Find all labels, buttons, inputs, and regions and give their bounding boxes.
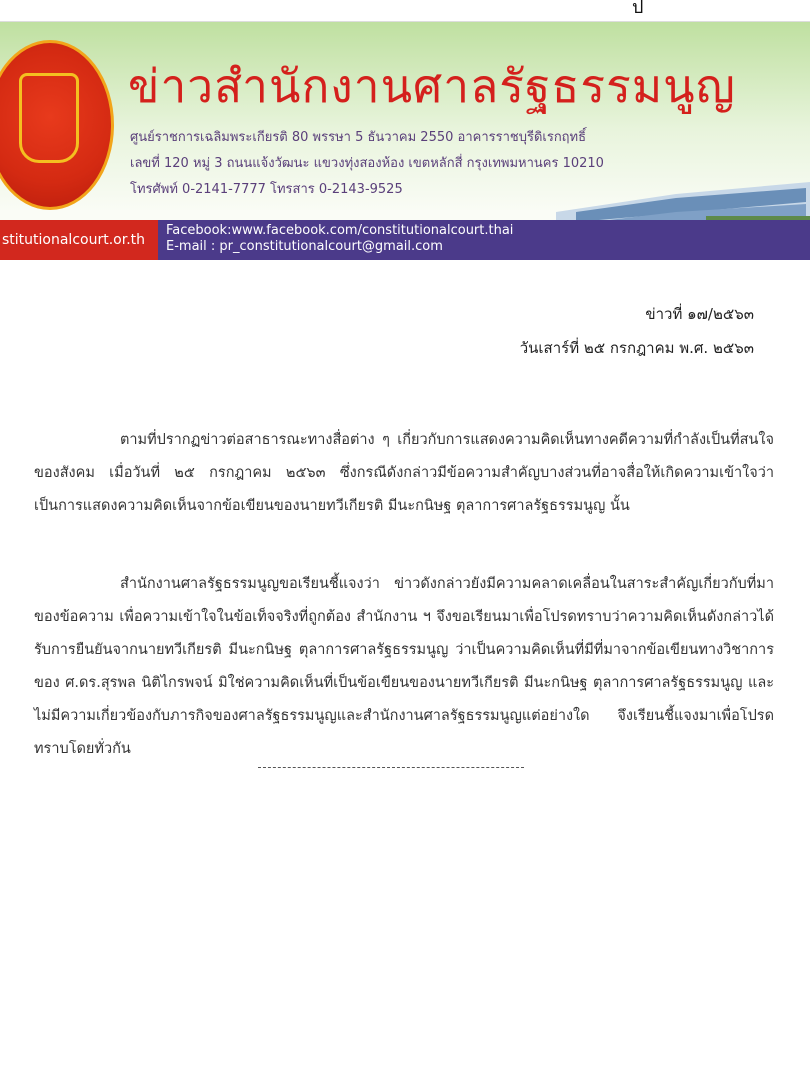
contact-phone-fax: โทรศัพท์ 0-2141-7777 โทรสาร 0-2143-9525	[130, 182, 403, 197]
paragraph-2: สำนักงานศาลรัฐธรรมนูญขอเรียนชี้แจงว่า ข่าวดังกล่าวยังมีความคลาดเคลื่อนในสาระสำคัญเกี่ยวกับที่มาของข้อความ เพื่อความเข้าใจในข้อเท็จจริงที่ถูกต้อง สำนักงาน ฯ จึงขอเรียนมาเพื่อโปรดทราบว่าความคิดเห็นดังกล่าวได้รับการยืนยันจากนายทวีเกียรติ มีนะกนิษฐ ตุลาการศาลรัฐธรรมนูญ ว่าเป็นความคิดเห็นที่มีที่มาจากข้อเขียนทางวิชาการของ ศ.ดร.สุรพล นิติไกรพจน์ มิใช่ความคิดเห็นที่เป็นข้อเขียนของนายทวีเกียรติ มีนะกนิษฐ ตุลาการศาลรัฐธรรมนูญ และไม่มีความเกี่ยวข้องกับภารกิจของศาลรัฐธรรมนูญและสำนักงานศาลรัฐธรรมนูญแต่อย่างใด จึงเรียนชี้แจงมาเพื่อโปรดทราบโดยทั่วกัน	[34, 576, 774, 757]
top-char: ป	[632, 0, 644, 18]
letterhead	[0, 22, 810, 260]
website-link[interactable]: stitutionalcourt.or.th	[0, 220, 158, 260]
facebook-link[interactable]: Facebook:www.facebook.com/constitutionalcourt.thai	[166, 223, 514, 238]
news-date: วันเสาร์ที่ ๒๕ กรกฎาคม พ.ศ. ๒๕๖๓	[519, 339, 754, 357]
end-divider	[258, 767, 524, 768]
court-logo	[0, 40, 114, 210]
contact-bar	[0, 220, 810, 260]
letterhead-title: ข่าวสำนักงานศาลรัฐธรรมนูญ	[128, 59, 736, 113]
top-strip	[0, 0, 810, 22]
address-line-2: เลขที่ 120 หมู่ 3 ถนนแจ้งวัฒนะ แขวงทุ่งสองห้อง เขตหลักสี่ กรุงเทพมหานคร 10210	[130, 156, 604, 171]
email-link[interactable]: E-mail : pr_constitutionalcourt@gmail.com	[166, 239, 443, 254]
news-number: ข่าวที่ ๑๗/๒๕๖๓	[645, 305, 754, 323]
scales-emblem-icon	[19, 73, 79, 163]
address-line-1: ศูนย์ราชการเฉลิมพระเกียรติ 80 พรรษา 5 ธันวาคม 2550 อาคารราชบุรีดิเรกฤทธิ์	[130, 130, 587, 145]
paragraph-1: ตามที่ปรากฏข่าวต่อสาธารณะทางสื่อต่าง ๆ เกี่ยวกับการแสดงความคิดเห็นทางคดีความที่กำลังเป็นที่สนใจของสังคม เมื่อวันที่ ๒๕ กรกฎาคม ๒๕๖๓ ซึ่งกรณีดังกล่าวมีข้อความสำคัญบางส่วนที่อาจสื่อให้เกิดความเข้าใจว่าเป็นการแสดงความคิดเห็นจากข้อเขียนของนายทวีเกียรติ มีนะกนิษฐ ตุลาการศาลรัฐธรรมนูญ นั้น	[34, 432, 774, 514]
